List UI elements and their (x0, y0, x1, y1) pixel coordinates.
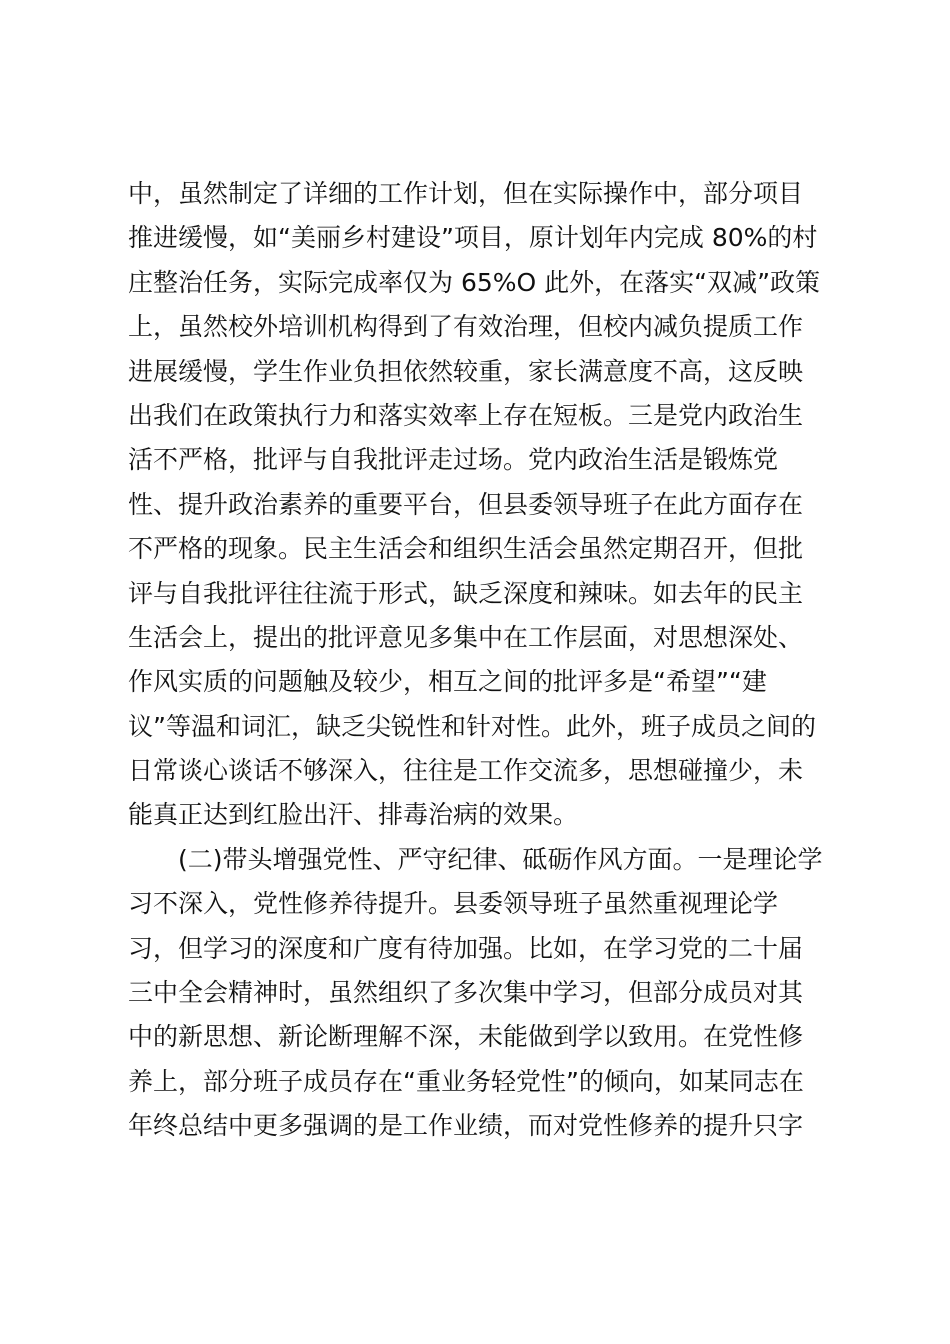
text-line: 日常谈心谈话不够深入，往往是工作交流多，思想碰撞少，未 (128, 756, 804, 786)
text-line: 出我们在政策执行力和落实效率上存在短板。三是党内政治生 (128, 400, 804, 430)
body-text (128, 172, 848, 1149)
text-line: 活不严格，批评与自我批评走过场。党内政治生活是锻炼党 (128, 445, 779, 475)
text-line: 庄整治任务，实际完成率仅为 65%O 此外，在落实“双减”政策 (128, 267, 821, 297)
text-line: 推进缓慢，如“美丽乡村建设”项目，原计划年内完成 80%的村 (128, 223, 818, 253)
text-line: 养上，部分班子成员存在“重业务轻党性”的倾向，如某同志在 (128, 1066, 804, 1096)
text-line: 不严格的现象。民主生活会和组织生活会虽然定期召开，但批 (128, 534, 804, 564)
text-line: 上，虽然校外培训机构得到了有效治理，但校内减负提质工作 (128, 312, 804, 342)
text-line: 作风实质的问题触及较少，相互之间的批评多是“希望”“建 (128, 667, 767, 697)
text-line: 生活会上，提出的批评意见多集中在工作层面，对思想深处、 (128, 622, 804, 652)
text-line: 中的新思想、新论断理解不深，未能做到学以致用。在党性修 (128, 1022, 804, 1052)
text-line: 议”等温和词汇，缺乏尖锐性和针对性。此外，班子成员之间的 (128, 711, 816, 741)
text-line: 年终总结中更多强调的是工作业绩，而对党性修养的提升只字 (128, 1111, 804, 1141)
text-line: 性、提升政治素养的重要平台，但县委领导班子在此方面存在 (128, 489, 804, 519)
text-line: 三中全会精神时，虽然组织了多次集中学习，但部分成员对其 (128, 978, 804, 1008)
text-line: 评与自我批评往往流于形式，缺乏深度和辣味。如去年的民主 (128, 578, 804, 608)
text-line: 习，但学习的深度和广度有待加强。比如，在学习党的二十届 (128, 933, 804, 963)
text-line: 习不深入，党性修养待提升。县委领导班子虽然重视理论学 (128, 889, 779, 919)
text-line: 中，虽然制定了详细的工作计划，但在实际操作中，部分项目 (128, 179, 804, 208)
text-line: 进展缓慢，学生作业负担依然较重，家长满意度不高，这反映 (128, 356, 804, 386)
section-heading-line: (二)带头增强党性、严守纪律、砥砺作风方面。一是理论学 (178, 844, 823, 874)
text-line: 能真正达到红脸出汗、排毒治病的效果。 (128, 800, 579, 830)
